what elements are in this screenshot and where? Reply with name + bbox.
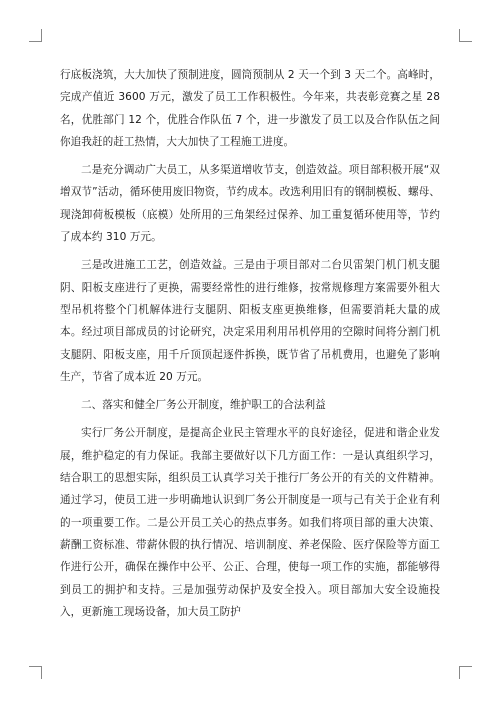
crop-mark-top-left [29, 29, 42, 42]
crop-mark-bottom-right [459, 666, 472, 679]
paragraph-process-improvement: 三是改进施工工艺，创造效益。三是由于项目部对二台贝雷架门机门机支腿阴、阳板支座进行了更换，需要经常性的进行维修，按常规修理方案需要外租大型吊机将整个门机解体进行支腿阴、阳板支座更换维修，但需要消耗大量的成本。经过项目部成员的讨论研究，决定采用利用吊机停用的空隙时间将分割门机支腿阴、阳板支座，用千斤顶顶起逐件拆换，既节省了吊机费用，也避免了影响生产，节省了成本近 20 万元。 [60, 259, 440, 383]
section-heading: 二、落实和健全厂务公开制度，维护职工的合法利益 [81, 399, 326, 412]
crop-mark-bottom-left [29, 666, 42, 679]
paragraph-cost-saving: 二是充分调动广大员工，从多渠道增收节支，创造效益。项目部积极开展“双增双节”活动，循环使用废旧物资，节约成本。改选利用旧有的钢制模板、螺母、现浇卸荷板模板（底模）处所用的三角架经过保养、加工重复循环使用等，节约了成本约 310 万元。 [60, 164, 440, 244]
crop-mark-top-right [459, 29, 472, 42]
paragraph-continuation: 行底板浇筑，大大加快了预制进度，圆筒预制从 2 天一个到 3 天二个。高峰时，完成产值近 3600 万元，激发了员工工作积极性。今年来，共表彰竞赛之星 28 名，优胜部门 12 个，优胜合作队伍 7 个，进一步激发了员工以及合作队伍之间你追我赶的赶工热情，大大加快了工程施工进度。 [60, 69, 440, 148]
paragraph-open-affairs: 实行厂务公开制度，是提高企业民主管理水平的良好途径，促进和谐企业发展，维护稳定的有力保证。我部主要做好以下几方面工作：一是认真组织学习，结合职工的思想实际，组织员工认真学习关于推行厂务公开的有关的文件精神。通过学习，使员工进一步明确地认识到厂务公开制度是一项与己有关于企业有利的一项重要工作。二是公开员工关心的热点事务。如我们将项目部的重大决策、薪酬工资标准、带薪休假的执行情况、培训制度、养老保险、医疗保险等方面工作进行公开，确保在操作中公平、公正、合理，使每一项工作的实施，都能够得到员工的拥护和支持。三是加强劳动保护及安全投入。项目部加大安全设施投入，更新施工现场设备，加大员工防护 [60, 427, 440, 618]
document-body [60, 64, 440, 629]
